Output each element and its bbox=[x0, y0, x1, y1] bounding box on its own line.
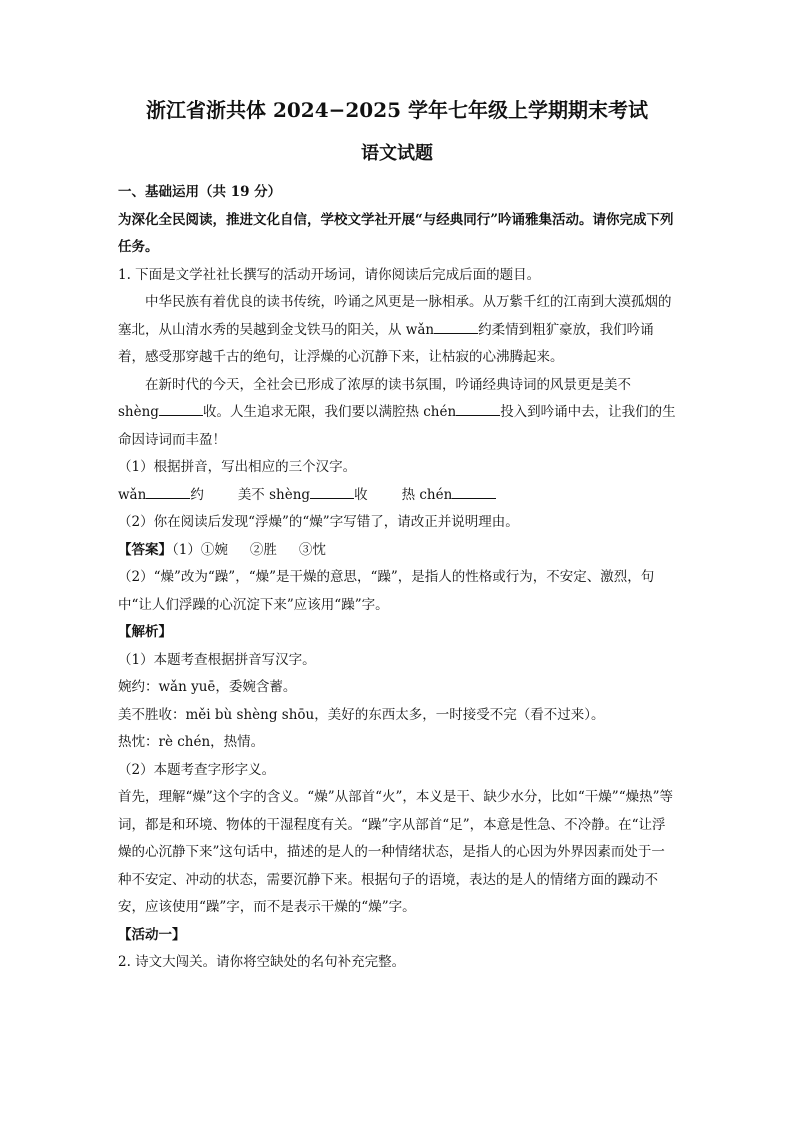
question-1-stem: 1. 下面是文学社社长撰写的活动开场词，请你阅读后完成后面的题目。 bbox=[118, 266, 541, 283]
answer-blank[interactable] bbox=[146, 484, 190, 499]
answer-blank[interactable] bbox=[456, 401, 500, 416]
answer-item: ②胜 bbox=[249, 541, 277, 558]
fill-label: 美不 shèng bbox=[237, 486, 311, 503]
analysis-text: 首先，理解“燥”这个字的含义。“燥”从部首“火”，本义是干、缺少水分，比如“干燥”“燥热”等词，都是和环境、物体的干湿程度有关。“躁”字从部首“足”，本意是性急、不冷静。在“让浮燥的心沉静下来”这句话中，描述的是人的一种情绪状态，是指人的心因为外界因素而处于一种不安定、冲动的状态，需要沉静下来。根据句子的语境，表达的是人的情绪方面的躁动不安，应该使用“躁”字，而不是表示干燥的“燥”字。 bbox=[118, 789, 674, 915]
section-intro: 为深化全民阅读，推进文化自信，学校文学社开展“与经典同行”吟诵雅集活动。请你完成下列任务。 bbox=[118, 211, 674, 255]
answer-blank[interactable] bbox=[159, 401, 203, 416]
answer-blank[interactable] bbox=[452, 484, 496, 499]
analysis-text: 美不胜收：měi bù shèng shōu，美好的东西太多，一时接受不完（看不过来）。 bbox=[118, 706, 605, 723]
answer-item: （1）①婉 bbox=[172, 541, 228, 558]
answer-blank[interactable] bbox=[310, 484, 354, 499]
section-heading: 一、基础运用（共 19 分） bbox=[118, 184, 282, 200]
page-subtitle: 语文试题 bbox=[361, 143, 433, 164]
answer-line bbox=[118, 537, 676, 565]
analysis-text: 婉约：wǎn yuē，委婉含蓄。 bbox=[118, 679, 297, 695]
passage-text: 在新时代的今天，全社会已形成了浓厚的读书氛围，吟诵经典诗词的风景更是美不 shèng bbox=[118, 376, 631, 420]
sub-question-1: （1）根据拼音，写出相应的三个汉字。 bbox=[118, 459, 357, 475]
passage-paragraph-2 bbox=[118, 372, 676, 455]
fill-label: 约 bbox=[190, 486, 204, 503]
passage-text: 收。人生追求无限，我们要以满腔热 chén bbox=[202, 404, 457, 420]
passage-paragraph-1 bbox=[118, 289, 676, 372]
answer-label: 【答案】 bbox=[118, 541, 172, 558]
passage-text: 中华民族有着优良的读书传统，吟诵之风更是一脉相承。从万紫千红的江南到大漠孤烟的塞北，从山清水秀的吴越到金戈铁马的阳关，从 wǎn bbox=[118, 294, 672, 338]
fill-in-line bbox=[118, 482, 676, 510]
answer-blank[interactable] bbox=[434, 319, 478, 334]
answer-item: ③忱 bbox=[298, 541, 326, 558]
activity-heading: 【活动一】 bbox=[118, 926, 186, 943]
fill-label: 收 bbox=[354, 486, 368, 503]
fill-label: 热 chén bbox=[401, 486, 453, 503]
sub-question-2: （2）你在阅读后发现“浮燥”的“燥”字写错了，请改正并说明理由。 bbox=[118, 514, 519, 530]
fill-label: wǎn bbox=[118, 486, 147, 503]
page-title: 浙江省浙共体 2024−2025 学年七年级上学期期末考试 bbox=[145, 98, 648, 122]
analysis-text: （2）本题考查字形字义。 bbox=[118, 761, 276, 778]
analysis-text: （1）本题考查根据拼音写汉字。 bbox=[118, 651, 316, 668]
question-2-stem: 2. 诗文大闯关。请你将空缺处的名句补充完整。 bbox=[118, 954, 406, 970]
passage-text: 投入到吟诵中去，让我们的生命因诗词而丰盈！ bbox=[118, 404, 676, 448]
analysis-label: 【解析】 bbox=[118, 624, 172, 640]
passage-text: 约柔情到粗犷豪放，我们吟诵着，感受那穿越千古的绝句，让浮燥的心沉静下来，让枯寂的心沸腾起来。 bbox=[118, 321, 654, 365]
analysis-text: 热忱：rè chén，热情。 bbox=[118, 734, 265, 750]
answer-text: （2）“燥”改为“躁”，“燥”是干燥的意思，“躁”，是指人的性格或行为，不安定、激烈，句中“让人们浮躁的心沉淀下来”应该用“躁”字。 bbox=[118, 569, 655, 613]
